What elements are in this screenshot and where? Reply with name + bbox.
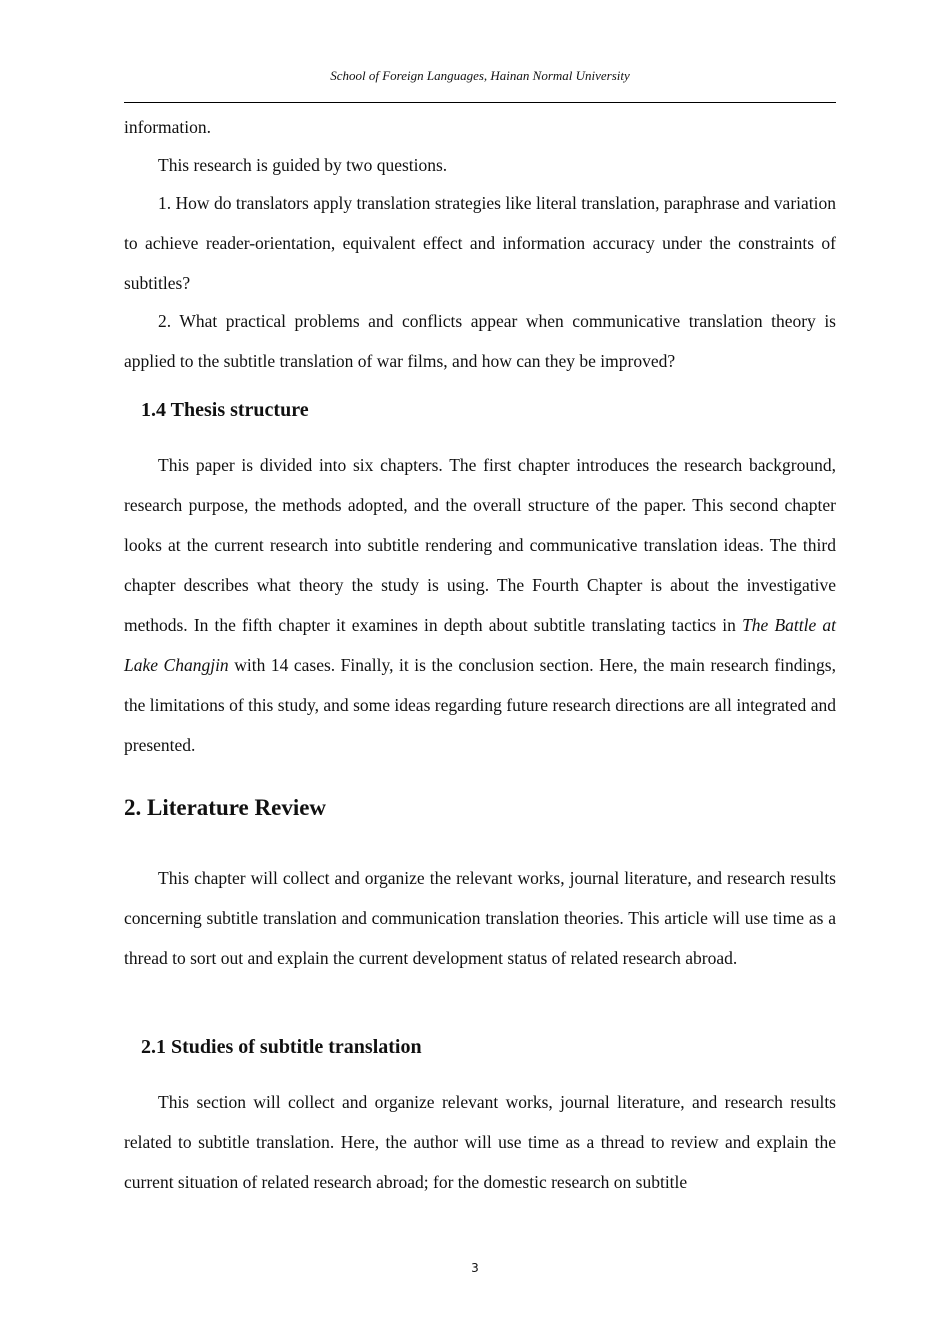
heading-literature-review: 2. Literature Review xyxy=(124,795,327,820)
paragraph-literature-review: This chapter will collect and organize the relevant works, journal literature, and research results concerning subtitle translation and communication translation theories. This article will use time as a thread to sort out and explain the current development status of related research abroad. xyxy=(124,868,836,968)
heading-thesis-structure: 1.4 Thesis structure xyxy=(141,399,309,421)
paragraph-subtitle-studies: This section will collect and organize relevant works, journal literature, and research results related to subtitle translation. Here, the author will use time as a thread to review and explain the current situation of related research abroad; for the domestic research on subtitle xyxy=(124,1092,836,1192)
header-rule xyxy=(124,102,836,103)
running-header: School of Foreign Languages, Hainan Normal University xyxy=(330,68,630,83)
paragraph-continuation: information. xyxy=(124,117,211,137)
paragraph-thesis-structure xyxy=(124,445,836,765)
research-question-1: 1. How do translators apply translation strategies like literal translation, paraphrase and variation to achieve reader-orientation, equivalent effect and information accuracy under the constraints of subtitles? xyxy=(124,193,836,293)
film-title: The Battle at Lake Changjin xyxy=(124,615,836,675)
page-number: 3 xyxy=(471,1261,479,1275)
structure-text-a: This paper is divided into six chapters. The first chapter introduces the research background, research purpose, the methods adopted, and the overall structure of the paper. This second chapter looks at the current research into subtitle rendering and communicative translation ideas. The third chapter describes what theory the study is using. The Fourth Chapter is about the investigative methods. In the fifth chapter it examines in depth about subtitle translating tactics in xyxy=(124,455,836,635)
heading-subtitle-studies: 2.1 Studies of subtitle translation xyxy=(141,1036,422,1058)
research-question-2: 2. What practical problems and conflicts appear when communicative translation theory is applied to the subtitle translation of war films, and how can they be improved? xyxy=(124,311,836,371)
paragraph-questions-intro: This research is guided by two questions. xyxy=(158,155,448,175)
structure-text-b: with 14 cases. Finally, it is the conclusion section. Here, the main research findings, the limitations of this study, and some ideas regarding future research directions are all integrated and presented. xyxy=(124,655,836,755)
